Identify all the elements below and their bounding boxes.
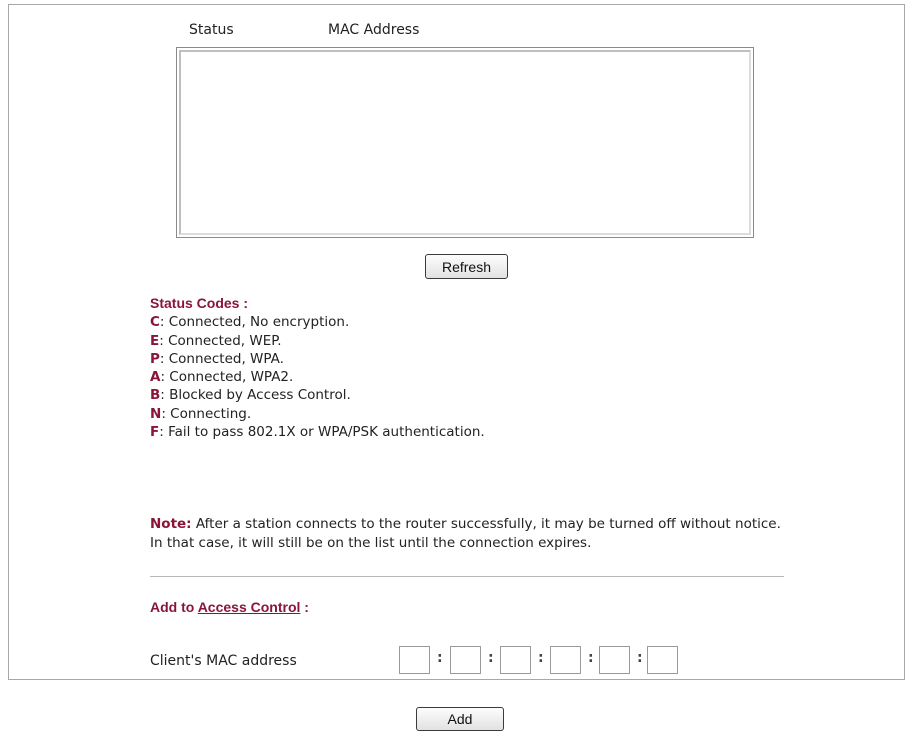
status-code-item	[150, 405, 485, 423]
mac-octet-input-6[interactable]	[647, 646, 678, 674]
status-code-text: : Blocked by Access Control.	[160, 387, 351, 404]
status-code-item	[150, 332, 485, 350]
mac-separator: :	[488, 650, 494, 666]
mac-octet-input-4[interactable]	[550, 646, 581, 674]
status-code-text: : Connected, WPA2.	[160, 369, 294, 386]
access-control-link[interactable]: Access Control	[197, 599, 301, 615]
status-code-item	[150, 313, 485, 331]
mac-octet-input-3[interactable]	[500, 646, 531, 674]
status-code-item	[150, 386, 485, 404]
status-code-text: : Fail to pass 802.1X or WPA/PSK authentication.	[159, 424, 485, 441]
mac-separator: :	[588, 650, 594, 666]
status-code-letter: N	[150, 405, 162, 422]
add-button[interactable]: Add	[416, 707, 504, 731]
note-label: Note:	[150, 516, 192, 532]
note-body: After a station connects to the router successfully, it may be turned off without notice. In that case, it will still be on the list until the connection expires.	[150, 516, 781, 551]
station-listbox[interactable]	[176, 47, 754, 238]
mac-octet-input-1[interactable]	[399, 646, 430, 674]
mac-separator: :	[637, 650, 643, 666]
mac-separator: :	[437, 650, 443, 666]
status-code-item	[150, 423, 485, 441]
status-code-text: : Connecting.	[161, 405, 252, 422]
status-code-text: : Connected, No encryption.	[159, 314, 350, 331]
station-listbox-inner	[179, 50, 751, 235]
mac-separator: :	[538, 650, 544, 666]
refresh-button[interactable]: Refresh	[425, 254, 508, 279]
status-code-item	[150, 368, 485, 386]
add-to-suffix: :	[300, 599, 309, 615]
status-code-text: : Connected, WPA.	[159, 350, 284, 367]
status-codes-title: Status Codes :	[150, 295, 249, 311]
status-code-letter: B	[150, 387, 161, 404]
add-to-prefix: Add to	[150, 599, 198, 615]
status-code-letter: C	[150, 314, 160, 331]
status-codes-legend	[150, 294, 485, 441]
status-column-header: Status	[189, 22, 234, 38]
note-text	[150, 515, 790, 553]
status-code-letter: F	[150, 424, 160, 441]
mac-octet-input-2[interactable]	[450, 646, 481, 674]
client-mac-label: Client's MAC address	[150, 653, 297, 669]
status-code-letter: A	[150, 369, 161, 386]
status-code-text: : Connected, WEP.	[159, 332, 282, 349]
status-code-item	[150, 350, 485, 368]
add-to-access-control-heading	[150, 599, 309, 615]
mac-address-column-header: MAC Address	[328, 22, 420, 38]
status-code-letter: P	[150, 350, 160, 367]
section-divider	[150, 576, 784, 577]
station-list-panel	[8, 4, 905, 680]
mac-octet-input-5[interactable]	[599, 646, 630, 674]
status-code-letter: E	[150, 332, 160, 349]
